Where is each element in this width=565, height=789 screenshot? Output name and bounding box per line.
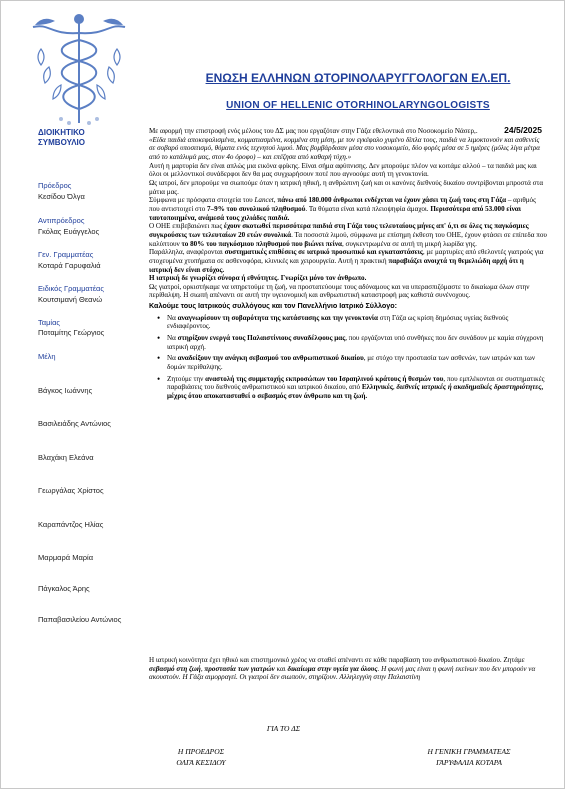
treasurer-role: Ταμίας (38, 318, 61, 327)
list-item: • Ζητούμε την αναστολή της συμμετοχής εκπροσώπων του Ισραηλινού κράτους ή θεσμών του, που εμπλέκονται σε συστηματικές παραβιάσεις του διεθνούς ανθρωπιστικού και ιατρικού δικαίου, από Ελληνικές, διεθνείς ιατρικές ή ακαδημαϊκές δραστηριότητες, μέχρις ότου αποκατασταθεί ο σεβασμός στον άνθρωπο και τη ζωή. (167, 375, 547, 401)
letter-date: 24/5/2025 (504, 125, 542, 135)
list-item: • Να αναγνωρίσουν τη σοβαρότητα της κατάστασης και την γενοκτονία στη Γάζα ως κρίση δημόσιας υγείας διεθνούς ενδιαφέροντος. (167, 314, 547, 331)
president-name: Κεσίδου Όλγα (38, 192, 85, 201)
call-to-action: Καλούμε τους Ιατρικούς συλλόγους και τον Πανελλήνιο Ιατρικό Σύλλογο: (149, 301, 398, 311)
on-behalf-of-board: ΓΙΑ ΤΟ ΔΣ (266, 724, 301, 733)
member-name: Παπαβασιλείου Αντώνιος (38, 615, 122, 624)
member-name: Βλαχάκη Ελεάνα (38, 453, 94, 462)
board-heading-line1: ΔΙΟΙΚΗΤΙΚΟ (38, 128, 85, 137)
signature-name: ΟΛΓΑ ΚΕΣΙΔΟΥ (176, 758, 226, 767)
intro-paragraph: Με αφορμή την επιστροφή ενός μέλους του ΔΣ μας που εργαζόταν στην Γάζα εθελοντικά στο Νοσοκομείο Νάσερ,. (149, 127, 478, 135)
letter-body (149, 127, 547, 404)
member-name: Βάγκος Ιωάννης (38, 386, 93, 395)
board-heading-line2: ΣΥΜΒΟΥΛΙΟ (38, 138, 85, 147)
general-secretary-name: Κοταρά Γαρυφαλιά (38, 261, 101, 270)
member-name: Μαρμαρά Μαρία (38, 553, 94, 562)
president-role: Πρόεδρος (38, 181, 72, 190)
wakeup-paragraph: Αυτή η μαρτυρία δεν είναι απλώς μια εικόνα φρίκης. Είναι σήμα αφύπνισης. Δεν μπορούμε πλέον να κοιτάμε αλλού – τα παιδιά μας και όλοι οι μελλοντικοί συνάδερφοι δεν θα μας συγχωρήσουν ποτέ που αγνοούμε αυτή τη γενοκτονία. (149, 161, 537, 179)
signature-title: Η ΠΡΟΕΔΡΟΣ (177, 747, 225, 756)
member-name: Καραπάντζος Ηλίας (38, 520, 104, 529)
un-paragraph: Ο ΟΗΕ επιβεβαιώνει πως έχουν σκοτωθεί περισσότερα παιδιά στη Γάζα τους τελευταίους μήνες απ' ό,τι σε όλες τις παγκόσμιες συγκρούσεις των τελευταίων 20 ετών συνολικά. Τα ποσοστά λιμού, σύμφωνα με επίσημη έκθεση του ΟΗΕ, έχουν φτάσει σε επίπεδα που καλύπτουν το 80% του παγκόσμιου πληθυσμού που βιώνει πείνα, συγκεντρωμένα σε αυτή τη μικρή λωρίδα γης. (149, 222, 547, 248)
president-signature-block (131, 746, 271, 768)
special-secretary-name: Κουτσιμανή Θεανώ (38, 295, 103, 304)
member-name: Γεωργάλας Χρίστος (38, 486, 104, 495)
ethics-paragraph: Ως ιατροί, δεν μπορούμε να σιωπούμε όταν η ιατρική ηθική, η ανθρώπινη ζωή και οι κανόνες διεθνούς δικαίου συντρίβονται μπροστά στα μάτια μας. (149, 178, 544, 196)
general-secretary-role: Γεν. Γραμματέας (38, 250, 94, 259)
attacks-paragraph: Παράλληλα, αναφέρονται συστηματικές επιθέσεις σε ιατρικό προσωπικό και εγκαταστάσεις, με μαρτυρίες από εθελοντές γιατρούς για στοχευμένα χτυπήματα σε ασθενοφόρα, κλινικές και χειρουργεία. Αυτή η πρακτική παραβιάζει ανοιχτά τη θεμελιώδη αρχή ότι η ιατρική δεν είναι στόχος. (149, 248, 544, 274)
secretary-signature-block (389, 746, 549, 768)
member-name: Πάγκαλος Άρης (38, 584, 90, 593)
treasurer-name: Ποταμίτης Γεώργιος (38, 328, 105, 337)
special-secretary-role: Ειδικός Γραμματέας (38, 284, 105, 293)
member-name: Βασιλειάδης Αντώνιος (38, 419, 111, 428)
signature-title: Η ΓΕΝΙΚΗ ΓΡΑΜΜΑΤΕΑΣ (427, 747, 511, 756)
list-item: • Να στηρίξουν ενεργά τους Παλαιστίνιους συναδέλφους μας, που εργάζονται υπό συνθήκες που δεν συνάδουν με καμία σύγχρονη ιατρική αρχή. (167, 334, 547, 351)
medicine-borders-statement: Η ιατρική δε γνωρίζει σύνορα ή εθνότητες. Γνωρίζει μόνο τον άνθρωπο. (149, 274, 367, 283)
testimony-quote: «Είδα παιδιά αποκεφαλισμένα, κομματιασμένα, κομμένα στη μέση, με τον εγκέφαλο χυμένο δίπλα τους, παιδιά να λιμοκτονούν και ασθενείς σε σοβαρό υποσιτισμό, θύματα ενός τεχνητού λιμού. Μας βομβάρδισαν μέσα στο νοσοκομείο, δύο φορές μέσα σε 5 ημέρες (μόλις λίγα μέτρα από το κατάλυμά μας, στον 4ο όροφο) – και επέζησα από καθαρή τύχη.» (149, 135, 540, 161)
casualties-paragraph: Σύμφωνα με πρόσφατα στοιχεία του Lancet, πάνω από 180.000 άνθρωποι ενδέχεται να έχουν χάσει τη ζωή τους στη Γάζα – αριθμός που αντιστοιχεί στο 7–9% του συνολικού πληθυσμού. Τα θύματα είναι κατά πλειοψηφία άμαχοι. Περισσότερα από 53.000 είναι ταυτοποιημένα, ανάμεσά τους χιλιάδες παιδιά. (149, 196, 536, 222)
demands-list (149, 314, 547, 401)
vice-president-role: Αντιπρόεδρος (38, 216, 85, 225)
org-title-english: UNION OF HELLENIC OTORHINOLARYNGOLOGISTS (226, 100, 490, 111)
org-title-greek: ΕΝΩΣΗ ΕΛΛΗΝΩΝ ΩΤΟΡΙΝΟΛΑΡΥΓΓΟΛΟΓΩΝ ΕΛ.ΕΠ. (205, 71, 511, 85)
signature-name: ΓΑΡΥΦΑΛΙΑ ΚΟΤΑΡΑ (436, 758, 502, 767)
oath-paragraph: Ως γιατροί, ορκιστήκαμε να υπηρετούμε τη ζωή, να προστατεύουμε τους αδύναμους και να υπερασπιζόμαστε το δικαίωμα όλων στην περίθαλψη. Η σιωπή απέναντι σε αυτή την υγειονομική και ανθρωπιστική καταστροφή μας καθιστά συνένοχους. (149, 282, 530, 300)
vice-president-name: Γκόλας Ευάγγελος (38, 227, 100, 236)
closing-paragraph: Η ιατρική κοινότητα έχει ηθικό και επιστημονικό χρέος να σταθεί απέναντι σε κάθε παραβίαση του ανθρωπιστικού δικαίου. Ζητάμε σεβασμό στη ζωή, προστασία των γιατρών και δικαίωμα στην υγεία για όλους. Η φωνή μας είναι η φωνή εκείνων που δεν μπορούν να ακουστούν. Η Γάζα αιμορραγεί. Οι γιατροί δεν σιωπούν, στηρίζουν. Αλληλεγγύη στην Παλαιστίνη (149, 656, 536, 682)
members-role: Μέλη (38, 352, 56, 361)
caduceus-logo (21, 5, 139, 131)
list-item: • Να αναδείξουν την ανάγκη σεβασμού του ανθρωπιστικού δικαίου, με στόχο την προστασία των ασθενών, των ιατρών και των δομών περίθαλψης. (167, 354, 547, 371)
